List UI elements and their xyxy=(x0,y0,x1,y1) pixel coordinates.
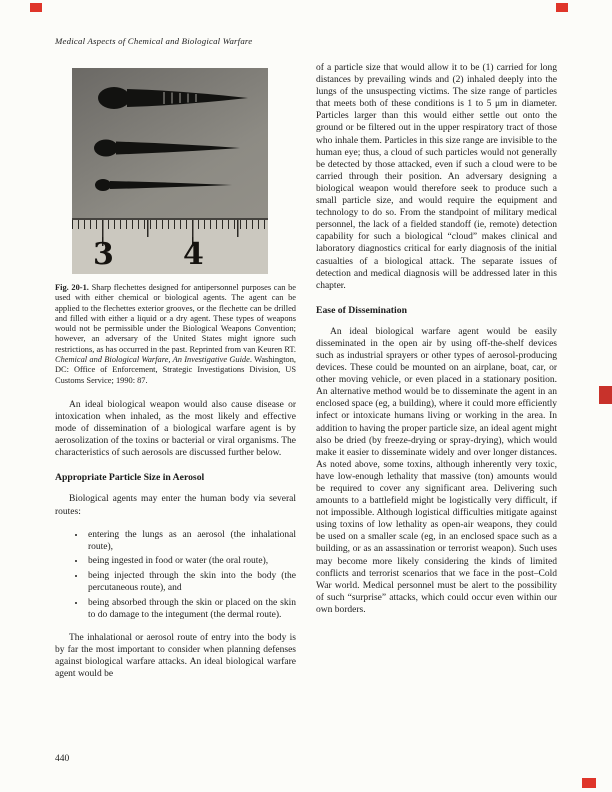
bullet-item-dermal: • being absorbed through the skin or placed on the skin to do damage to the integument (the dermal route). xyxy=(86,597,296,621)
routes-bullet-list xyxy=(55,529,296,621)
two-column-layout xyxy=(55,62,558,691)
flechettes-photo xyxy=(72,68,268,274)
ruler xyxy=(72,218,268,274)
red-registration-mark-bottom-right xyxy=(582,778,596,788)
figure-20-1 xyxy=(55,68,296,386)
paragraph-particle-size-continued: of a particle size that would allow it to be (1) carried for long distances by prevailing winds and (2) inhaled deeply into the lungs of the unsuspecting victims. The size range of particles that meets both of these conditions is 1 to 5 μm in diameter. Particles larger than this would either settle out onto the ground or be filtered out in the upper respiratory tract of those who inhale them. Particles in this size range are invisible to the human eye; thus, a cloud of such particles would not generally be detected by those attacked, even if such a cloud were to be carried through their position. An adversary designing a biological weapon would therefore seek to produce such a small particle size, and would require the equipment and technology to do so. From the standpoint of military medical personnel, the lack of a fielded standoff (ie, remote) detection capability for such a biological “cloud” makes clinical and laboratory diagnostics critical for early diagnosis of the initial casualties of a biological attack. The separate issues of detection and medical diagnosis will be addressed later in this chapter. xyxy=(316,63,557,291)
running-header: Medical Aspects of Chemical and Biological Warfare xyxy=(55,36,253,46)
flechette-head-icon xyxy=(94,140,118,157)
figure-caption-label: Fig. 20-1. xyxy=(55,283,89,292)
red-registration-mark-top-left xyxy=(30,3,42,12)
paragraph-routes-intro: Biological agents may enter the human body via several routes: xyxy=(55,494,296,517)
bullet-item-oral: • being ingested in food or water (the oral route), xyxy=(86,555,296,567)
paragraph-inhalational-route: The inhalational or aerosol route of entry into the body is by far the most important to consider when planning defenses against biological warfare attacks. An ideal biological warfare agent would be xyxy=(55,632,296,680)
page-number: 440 xyxy=(55,754,70,764)
flechette-silhouettes xyxy=(72,68,268,220)
flechette-shaft-icon xyxy=(116,142,240,155)
figure-caption-source-title: Chemical and Biological Warfare, An Investigative Guide xyxy=(55,355,250,365)
right-column xyxy=(316,62,557,691)
red-registration-mark-top-right xyxy=(556,3,568,12)
paragraph-ideal-weapon: An ideal biological weapon would also cause disease or intoxication when inhaled, as the most likely and effective mode of dissemination of a biological warfare agent is by aerosolization of the toxins or bacterial or viral organisms. The characteristics of such aerosols are discussed further below. xyxy=(55,399,296,459)
figure-caption-source-rest: . Washington, DC: Office of Enforcement, Strategic Investigations Division, US Customs Service; 1990: 87. xyxy=(55,355,296,385)
left-column xyxy=(55,62,296,691)
flechette-head-icon xyxy=(95,179,111,191)
red-registration-mark-right-middle xyxy=(599,386,612,404)
bullet-item-percutaneous: • being injected through the skin into the body (the percutaneous route), and xyxy=(86,570,296,594)
ruler-number-3: 3 xyxy=(93,237,114,272)
figure-caption xyxy=(55,283,296,386)
section-heading-particle-size: Appropriate Particle Size in Aerosol xyxy=(55,472,205,484)
ruler-number-4: 4 xyxy=(183,237,204,272)
paragraph-dissemination: An ideal biological warfare agent would be easily disseminated in the open air by using off-the-shelf devices such as industrial sprayers or other types of aerosol-producing devices. These could be mounted on an airplane, boat, car, or other moving vehicle, or even placed in a stationary position. An alternative method would be to disseminate the agent in an enclosed space (eg, a building), where it could more efficiently infect or intoxicate humans living or working in the area. In addition to having the proper particle size, an ideal agent might also be dried (by freeze-drying or spray-drying), which would make it easier to disseminate widely and over longer distances. As noted above, some toxins, although inherently very toxic, have low-enough lethality that massive (ton) amounts would be required to cover any significant area. Delivering such amounts to a battlefield might be logistically very difficult, if not impossible. Although logistical difficulties mitigate against using toxins of low lethality as open-air weapons, they could be used on a smaller scale (eg, in an enclosed space such as a building, or as an assassination or terrorist weapon). Such uses may become more likely considering the kinds of limited conflicts and terrorist scenarios that we face in the post–Cold War world. Medical personnel must be alert to the possibility of such “surprise” attacks, which could occur even within our own borders. xyxy=(316,326,557,615)
bullet-item-inhalational: • entering the lungs as an aerosol (the inhalational route), xyxy=(86,529,296,553)
flechette-shaft-icon xyxy=(110,181,232,189)
figure-caption-text: Sharp flechettes designed for antipersonnel purposes can be used with either chemical or biological agents. The agent can be applied to the flechettes exterior grooves, or the flechette can be drilled and filled with either a liquid or a dry agent. These types of weapons would not be permissible under the Biological Weapons Convention; however, an adversary of the United States might ignore such restrictions, as has occurred in the past. Reprinted from van Keuren RT. xyxy=(55,283,297,354)
flechette-head-icon xyxy=(98,87,130,109)
section-heading-ease-of-dissemination: Ease of Dissemination xyxy=(316,304,407,316)
